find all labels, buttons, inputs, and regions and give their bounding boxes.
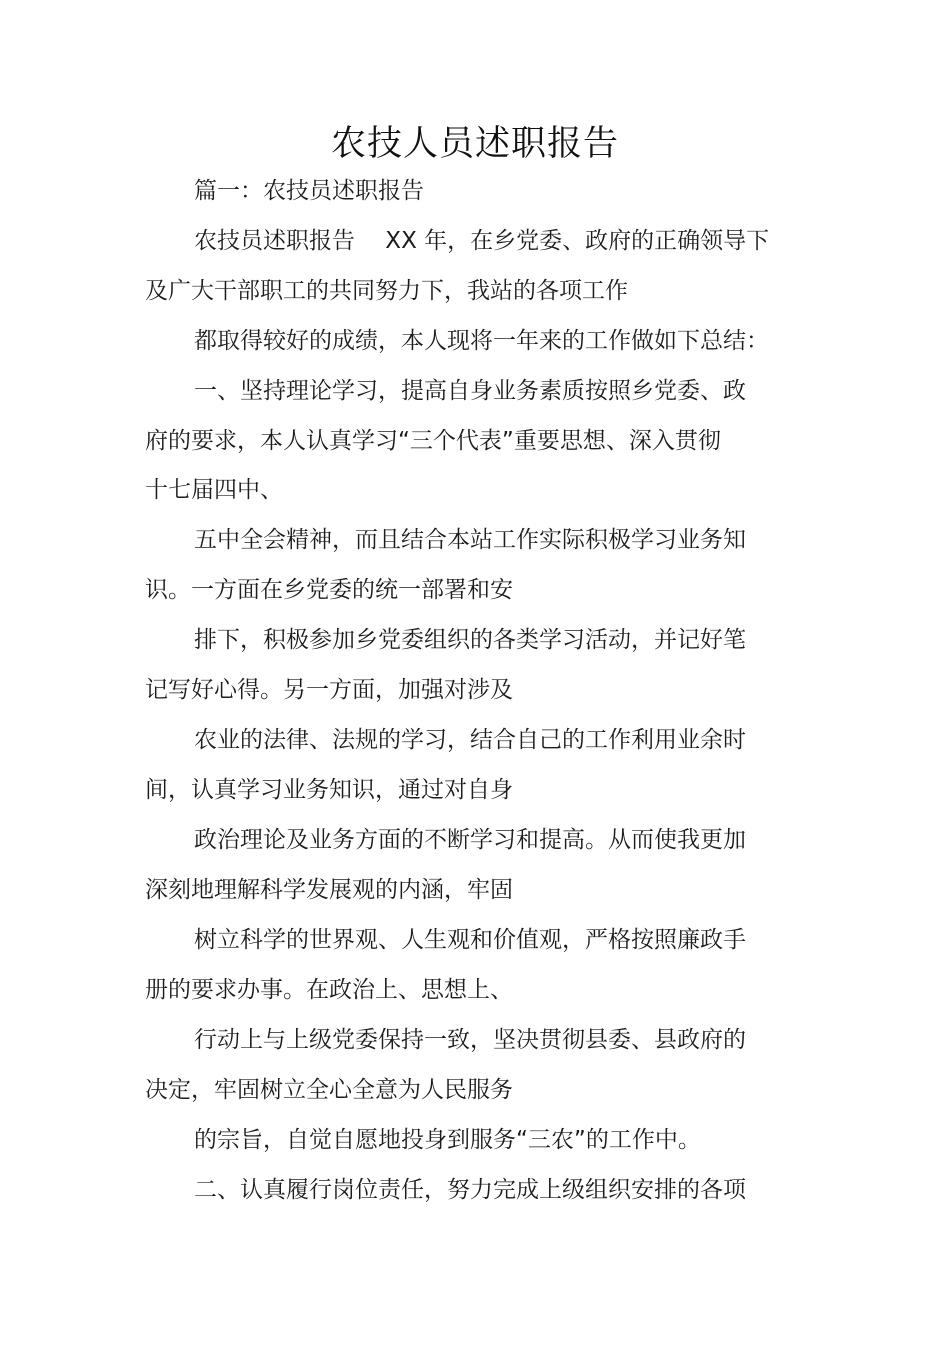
paragraph-line: 记写好心得。另一方面，加强对涉及 — [145, 677, 513, 703]
paragraph-line: 排下，积极参加乡党委组织的各类学习活动，并记好笔 — [194, 627, 746, 653]
subtitle-line: 篇一：农技员述职报告 — [194, 178, 424, 204]
paragraph-line: 农技员述职报告 XX 年，在乡党委、政府的正确领导下 — [194, 228, 770, 254]
section-heading-line: 一、坚持理论学习，提高自身业务素质按照乡党委、政 — [194, 378, 746, 404]
paragraph-line: 及广大干部职工的共同努力下，我站的各项工作 — [145, 278, 628, 304]
paragraph-line: 册的要求办事。在政治上、思想上、 — [145, 977, 513, 1003]
paragraph-line: 农业的法律、法规的学习，结合自己的工作利用业余时 — [194, 727, 746, 753]
paragraph-line: 府的要求，本人认真学习“三个代表”重要思想、深入贯彻 — [145, 428, 721, 454]
paragraph-line: 识。一方面在乡党委的统一部署和安 — [145, 577, 513, 603]
paragraph-line: 五中全会精神，而且结合本站工作实际积极学习业务知 — [194, 527, 746, 553]
paragraph-line: 决定，牢固树立全心全意为人民服务 — [145, 1077, 513, 1103]
paragraph-line: 政治理论及业务方面的不断学习和提高。从而使我更加 — [194, 827, 746, 853]
document-title: 农技人员述职报告 — [330, 124, 619, 164]
paragraph-line: 深刻地理解科学发展观的内涵，牢固 — [145, 877, 513, 903]
paragraph-line: 树立科学的世界观、人生观和价值观，严格按照廉政手 — [194, 927, 746, 953]
paragraph-line: 十七届四中、 — [145, 477, 283, 503]
paragraph-line: 间，认真学习业务知识，通过对自身 — [145, 777, 513, 803]
paragraph-line: 行动上与上级党委保持一致，坚决贯彻县委、县政府的 — [194, 1027, 746, 1053]
paragraph-line: 都取得较好的成绩，本人现将一年来的工作做如下总结： — [194, 328, 769, 354]
paragraph-line: 的宗旨，自觉自愿地投身到服务“三农”的工作中。 — [194, 1127, 701, 1153]
section-heading-line: 二、认真履行岗位责任，努力完成上级组织安排的各项 — [194, 1177, 746, 1203]
